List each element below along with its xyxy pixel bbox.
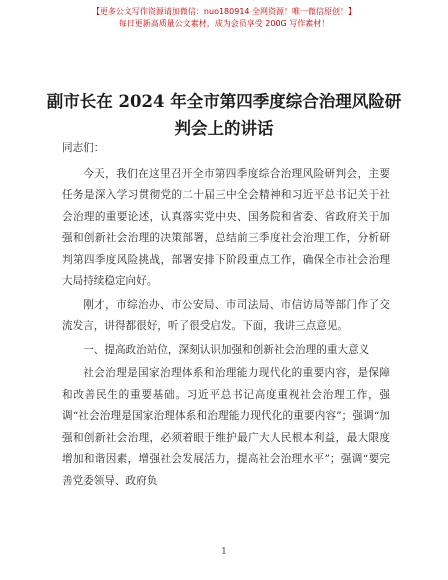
paragraph-opening: 今天，我们在这里召开全市第四季度综合治理风险研判会，主要任务是深入学习贯彻党的二十届三中全会精神和习近平总书记关于社会治理的重要论述，认真落实党中央、国务院和省委、省政府关于加强和创新社会治理的决策部署，总结前三季度社会治理工作，分析研判第四季度风险挑战，部署安排下阶段重点工作，确保全市社会治理大局持续稳定向好。 <box>62 167 390 287</box>
paragraph-remarks: 刚才，市综治办、市公安局、市司法局、市信访局等部门作了交流发言，讲得都很好，听了很受启发。下面，我讲三点意见。 <box>62 298 390 332</box>
promo-line-2: 每日更新高质量公文素材，成为会员享受 200G 写作素材！ <box>118 19 330 28</box>
document-body <box>62 138 390 492</box>
section-heading-1: 一、提高政治站位，深刻认识加强和创新社会治理的重大意义 <box>83 343 370 356</box>
promo-line-1: 【更多公文写作资源请加微信：nuo180914 全网资源！唯一微信原创！】 <box>91 7 357 16</box>
document-title: 副市长在 2024 年全市第四季度综合治理风险研判会上的讲话 <box>46 92 402 138</box>
salutation: 同志们： <box>62 142 105 154</box>
promo-banner <box>0 6 448 30</box>
page-number: 1 <box>221 547 227 557</box>
paragraph-section-1: 社会治理是国家治理体系和治理能力现代化的重要内容，是保障和改善民生的重要基础。习近平总书记高度重视社会治理工作，强调“社会治理是国家治理体系和治理能力现代化的重要内容”；强调“加强和创新社会治理，必须着眼于维护最广大人民根本利益，最大限度增加和谐因素，增强社会发展活力，提高社会治理水平”；强调“要完善党委领导、政府负 <box>62 367 390 487</box>
